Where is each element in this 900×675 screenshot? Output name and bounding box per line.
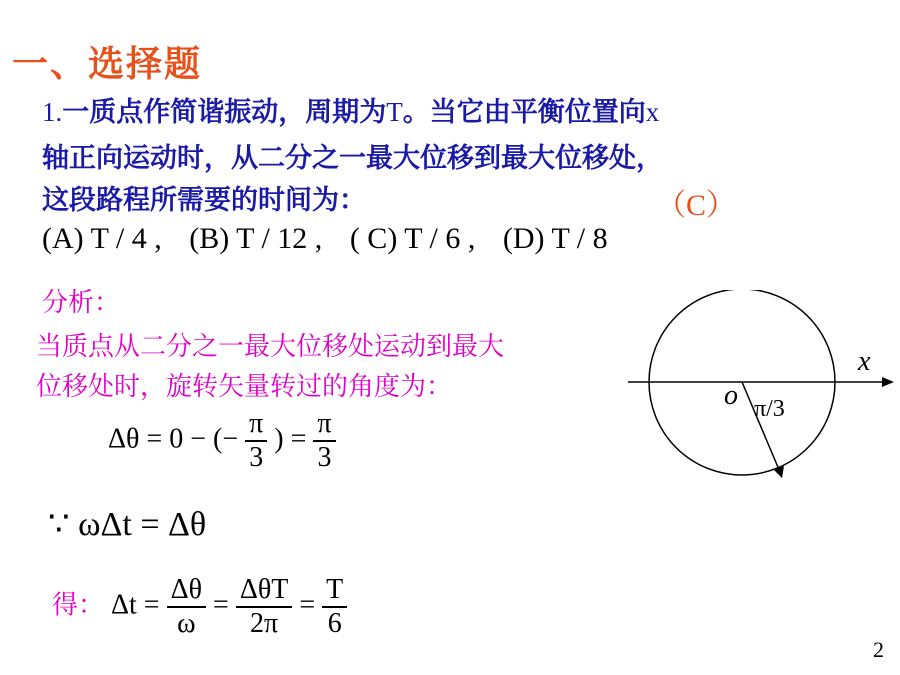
rotation-vector-diagram: [620, 290, 900, 500]
options-row: [42, 222, 628, 256]
eq3-f3-den: 6: [327, 608, 342, 639]
eq3-f1-num: Δθ: [167, 574, 206, 608]
equation-1: [108, 408, 336, 474]
option-a: (A) T / 4 ,: [42, 222, 162, 255]
equation-2: ∵ ωΔt = Δθ: [48, 506, 207, 543]
question-number: 1.: [42, 97, 63, 127]
eq1-f2-den: 3: [317, 442, 332, 473]
eq3-f2-num: ΔθT: [236, 574, 293, 608]
equation-3: 得： Δt = $\frac{\Delta\theta}{\omega}$ = $\frac{\text{ΔθT}}{2\pi}$ = $\frac{T}{6}$: [52, 574, 347, 640]
eq3-f3-num: T: [322, 574, 347, 608]
eq3-fraction-3: [322, 574, 347, 640]
eq3-f1-den: ω: [177, 608, 196, 639]
page-number: 2: [873, 637, 884, 662]
x-axis-label: x: [858, 346, 871, 377]
x-axis-arrowhead: [882, 377, 894, 387]
question-line-3: 这段路程所需要的时间为：: [42, 185, 366, 216]
option-c: ( C) T / 6 ,: [349, 222, 476, 255]
eq1-fraction-2: [313, 408, 335, 474]
answer-label: （C）: [656, 189, 737, 222]
eq3-lhs: Δt =: [111, 589, 160, 621]
analysis-label: 分析：: [42, 288, 121, 318]
eq3-f2-den: 2π: [250, 608, 279, 639]
eq1-f1-num: π: [245, 408, 267, 442]
angle-label: π/3: [754, 396, 785, 422]
question-text-1b: 。当它由平衡位置向: [402, 97, 646, 128]
eq3-fraction-1: [167, 574, 206, 640]
section-heading: 一、选择题: [12, 44, 203, 85]
analysis-line-1: 当质点从二分之一最大位移处运动到最大: [36, 332, 505, 362]
question-axis-symbol: x: [645, 97, 660, 127]
eq3-fraction-2: [236, 574, 293, 640]
option-b: (B) T / 12 ,: [189, 222, 323, 255]
eq1-fraction-1: [245, 408, 267, 474]
question-line-1: [42, 90, 659, 129]
eq1-f2-num: π: [313, 408, 335, 442]
question-period-symbol: T: [386, 97, 403, 127]
analysis-line-2: 位移处时，旋转矢量转过的角度为：: [36, 372, 453, 402]
origin-label: o: [724, 380, 738, 411]
option-d: (D) T / 8: [502, 222, 608, 255]
eq3-label: 得：: [52, 590, 105, 621]
question-line-2: 轴正向运动时，从二分之一最大位移到最大位移处，: [42, 143, 663, 174]
eq1-f1-den: 3: [249, 442, 264, 473]
question-text-1a: 一质点作简谐振动，周期为: [62, 97, 387, 128]
eq1-mid: ) =: [274, 423, 307, 455]
eq1-lhs: Δθ = 0 − (−: [108, 423, 239, 455]
